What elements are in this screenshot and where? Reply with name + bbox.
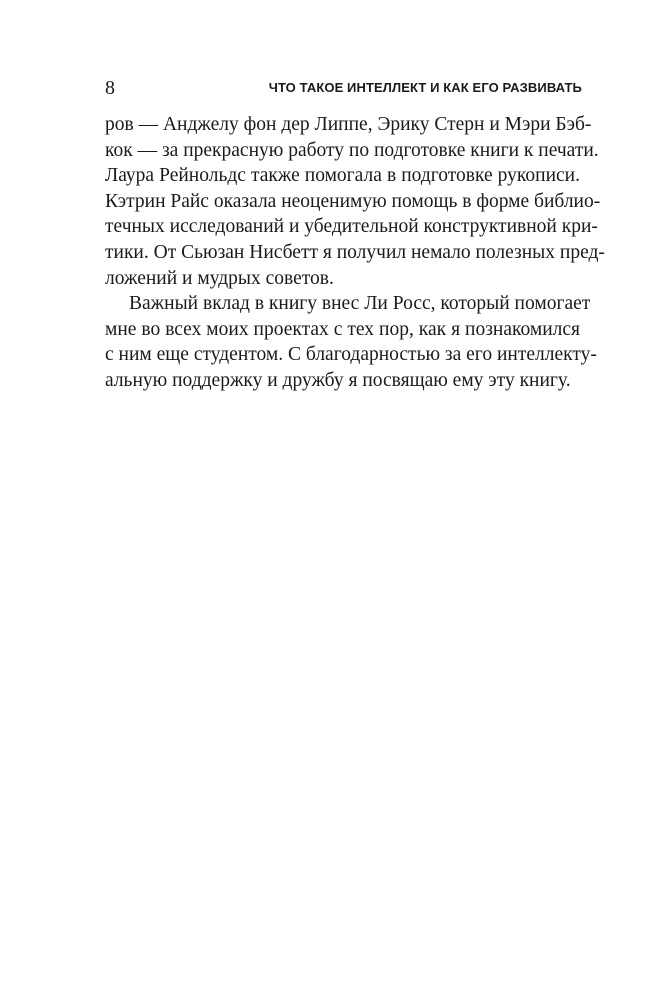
paragraph-2 — [105, 291, 597, 393]
running-header-title: ЧТО ТАКОЕ ИНТЕЛЛЕКТ И КАК ЕГО РАЗВИВАТЬ — [268, 80, 582, 95]
text-line: Лаура Рейнольдс также помогала в подготовке рукописи. — [105, 165, 580, 187]
text-line: ров — Анджелу фон дер Липпе, Эрику Стерн и Мэри Бэб- — [105, 114, 592, 135]
body-text — [105, 112, 605, 394]
text-line: кок — за прекрасную работу по подготовке книги к печати. — [105, 139, 599, 161]
page-number: 8 — [105, 77, 115, 99]
text-line: Важный вклад в книгу внес Ли Росс, который помогает — [129, 293, 591, 315]
text-line: Кэтрин Райс оказала неоценимую помощь в форме библио- — [105, 190, 601, 212]
text-line: мне во всех моих проектах с тех пор, как я познакомился — [105, 318, 580, 340]
text-line: альную поддержку и дружбу я посвящаю ему эту книгу. — [105, 369, 571, 391]
paragraph-1 — [105, 112, 605, 291]
text-line: ложений и мудрых советов. — [105, 267, 334, 289]
text-line: с ним еще студентом. С благодарностью за его интеллекту- — [105, 344, 597, 366]
text-line: тики. От Сьюзан Нисбетт я получил немало полезных пред- — [105, 241, 605, 263]
text-line: течных исследований и убедительной конструктивной кри- — [105, 216, 598, 238]
